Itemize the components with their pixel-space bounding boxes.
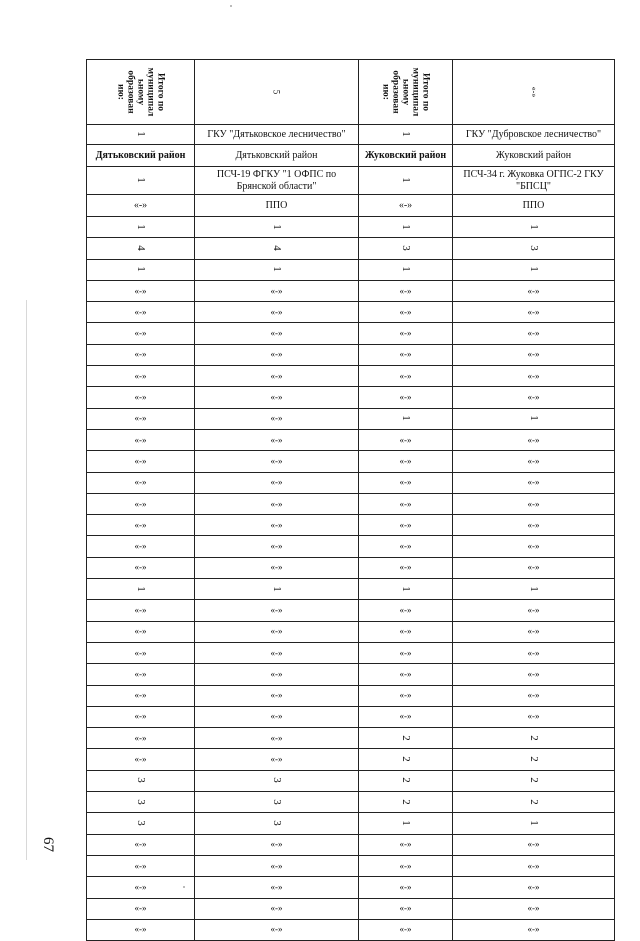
- table-row: [87, 706, 615, 727]
- table-cell: «-»: [87, 898, 195, 919]
- table-cell: «-»: [195, 323, 359, 344]
- table-cell: 1: [87, 259, 195, 280]
- table-cell: 1: [87, 167, 195, 195]
- table-cell: «-»: [87, 323, 195, 344]
- table-cell: «-»: [359, 685, 453, 706]
- table-cell: «-»: [359, 536, 453, 557]
- table-cell: Жуковский район: [453, 145, 615, 167]
- table-row: [87, 493, 615, 514]
- table-cell: 1: [359, 813, 453, 834]
- table-cell: 1: [195, 259, 359, 280]
- header-total-label: Итого по муниципал ьному образован ию:: [380, 67, 431, 116]
- table-cell: 1: [359, 217, 453, 238]
- table-cell: «-»: [195, 536, 359, 557]
- table-cell: «-»: [453, 280, 615, 301]
- table-cell: 2: [359, 728, 453, 749]
- table-cell: 2: [359, 792, 453, 813]
- table-cell: Дятьковский район: [195, 145, 359, 167]
- table-cell: «-»: [453, 536, 615, 557]
- table-cell: «-»: [453, 323, 615, 344]
- table-cell: «-»: [359, 600, 453, 621]
- table-cell: «-»: [359, 664, 453, 685]
- table-cell: «-»: [359, 366, 453, 387]
- table-cell: «-»: [195, 557, 359, 578]
- table-cell: «-»: [359, 515, 453, 536]
- table-cell: «-»: [453, 685, 615, 706]
- table-cell: «-»: [453, 429, 615, 450]
- table-cell: «-»: [87, 557, 195, 578]
- table-row: [87, 813, 615, 834]
- table-cell: «-»: [195, 919, 359, 940]
- table-cell: «-»: [453, 515, 615, 536]
- table-row: [87, 515, 615, 536]
- table-cell: 1: [359, 579, 453, 600]
- table-row: [87, 280, 615, 301]
- table-cell: «-»: [87, 621, 195, 642]
- table-row: [87, 302, 615, 323]
- table-cell: «-»: [195, 451, 359, 472]
- table-cell: «-»: [195, 706, 359, 727]
- table-cell: «-»: [87, 706, 195, 727]
- table-cell: «-»: [359, 472, 453, 493]
- table-cell: «-»: [359, 919, 453, 940]
- table-cell: 3: [195, 813, 359, 834]
- table-cell: «-»: [87, 685, 195, 706]
- table-row: [87, 429, 615, 450]
- table-cell: «-»: [87, 366, 195, 387]
- table-cell: 4: [195, 238, 359, 259]
- table-cell: «-»: [453, 493, 615, 514]
- table-cell: ППО: [195, 195, 359, 217]
- table-row: [87, 834, 615, 855]
- table-cell: «-»: [87, 664, 195, 685]
- table-cell: 1: [87, 125, 195, 145]
- table-row: [87, 898, 615, 919]
- table-cell: 3: [195, 792, 359, 813]
- table-row: [87, 685, 615, 706]
- table-cell: «-»: [195, 664, 359, 685]
- table-cell: «-»: [195, 877, 359, 898]
- table-cell: ПСЧ-19 ФГКУ "1 ОФПС по Брянской области": [195, 167, 359, 195]
- table-row: [87, 749, 615, 770]
- table-cell: «-»: [195, 280, 359, 301]
- table-row: [87, 600, 615, 621]
- table-row: [87, 579, 615, 600]
- table-cell: «-»: [195, 429, 359, 450]
- table-row: [87, 259, 615, 280]
- table-cell: «-»: [87, 429, 195, 450]
- table-cell: 1: [453, 813, 615, 834]
- data-table: [86, 59, 615, 941]
- table-cell: «-»: [87, 408, 195, 429]
- table-cell: «-»: [87, 472, 195, 493]
- table-row: [87, 344, 615, 365]
- table-cell: «-»: [453, 855, 615, 876]
- table-cell: «-»: [195, 302, 359, 323]
- table-cell: «-»: [87, 515, 195, 536]
- table-row: [87, 770, 615, 791]
- header-total-label: Итого по муниципал ьному образован ию:: [115, 67, 166, 116]
- table-cell: 2: [453, 728, 615, 749]
- table-cell: «-»: [359, 855, 453, 876]
- table-cell: «-»: [87, 919, 195, 940]
- table-cell: «-»: [87, 877, 195, 898]
- table-cell: ГКУ "Дубровское лесничество": [453, 125, 615, 145]
- table-cell: «-»: [87, 195, 195, 217]
- table-cell: «-»: [195, 366, 359, 387]
- table-cell: «-»: [195, 834, 359, 855]
- table-cell: «-»: [87, 728, 195, 749]
- table-cell: «-»: [453, 366, 615, 387]
- table-row: [87, 792, 615, 813]
- header-cell: [453, 60, 615, 125]
- table-cell: «-»: [195, 408, 359, 429]
- table-cell: Жуковский район: [359, 145, 453, 167]
- table-cell: «-»: [87, 387, 195, 408]
- table-cell: 1: [453, 408, 615, 429]
- table-cell: «-»: [359, 280, 453, 301]
- table-cell: «-»: [359, 898, 453, 919]
- table-cell: «-»: [195, 728, 359, 749]
- table-row: [87, 536, 615, 557]
- table-cell: «-»: [87, 600, 195, 621]
- table-cell: «-»: [87, 493, 195, 514]
- table-cell: «-»: [453, 706, 615, 727]
- table-cell: 3: [195, 770, 359, 791]
- table-row: [87, 919, 615, 940]
- table-cell: «-»: [359, 493, 453, 514]
- table-cell: «-»: [453, 472, 615, 493]
- table-cell: 1: [195, 217, 359, 238]
- table-cell: «-»: [453, 621, 615, 642]
- table-cell: «-»: [195, 898, 359, 919]
- header-cell: [359, 60, 453, 125]
- table-row: [87, 217, 615, 238]
- table-cell: «-»: [195, 515, 359, 536]
- table-cell: «-»: [453, 642, 615, 663]
- table-cell: «-»: [87, 642, 195, 663]
- ppo-row: [87, 195, 615, 217]
- table-cell: «-»: [195, 855, 359, 876]
- table-cell: «-»: [359, 344, 453, 365]
- table-cell: «-»: [453, 919, 615, 940]
- table-cell: «-»: [453, 898, 615, 919]
- table-cell: «-»: [453, 302, 615, 323]
- header-number: 5: [271, 89, 282, 94]
- table-cell: «-»: [87, 451, 195, 472]
- table-cell: ПСЧ-34 г. Жуковка ОГПС-2 ГКУ "БПСЦ": [453, 167, 615, 195]
- table-cell: ППО: [453, 195, 615, 217]
- table-cell: 2: [453, 749, 615, 770]
- table-cell: «-»: [87, 344, 195, 365]
- table-cell: «-»: [359, 323, 453, 344]
- table-cell: «-»: [359, 557, 453, 578]
- table-cell: 1: [359, 408, 453, 429]
- unit-row: [87, 167, 615, 195]
- header-cell: [87, 60, 195, 125]
- table-cell: 3: [453, 238, 615, 259]
- table-cell: «-»: [359, 195, 453, 217]
- table-cell: 1: [87, 579, 195, 600]
- table-cell: «-»: [359, 429, 453, 450]
- table-cell: «-»: [359, 834, 453, 855]
- table-cell: «-»: [87, 855, 195, 876]
- header-cell: [195, 60, 359, 125]
- table-cell: «-»: [195, 344, 359, 365]
- table-cell: 3: [87, 770, 195, 791]
- table-cell: 1: [195, 579, 359, 600]
- table-cell: 1: [359, 125, 453, 145]
- table-cell: 2: [453, 792, 615, 813]
- table-cell: «-»: [453, 877, 615, 898]
- table-cell: «-»: [453, 664, 615, 685]
- district-row: [87, 145, 615, 167]
- org-row: [87, 125, 615, 145]
- table-cell: «-»: [195, 493, 359, 514]
- table-cell: «-»: [359, 387, 453, 408]
- table-cell: 1: [87, 217, 195, 238]
- table-cell: «-»: [359, 642, 453, 663]
- table-row: [87, 366, 615, 387]
- table-row: [87, 238, 615, 259]
- table-cell: «-»: [453, 834, 615, 855]
- table-cell: «-»: [359, 302, 453, 323]
- table-cell: «-»: [87, 536, 195, 557]
- table-cell: «-»: [195, 685, 359, 706]
- table-row: [87, 621, 615, 642]
- table-cell: «-»: [453, 557, 615, 578]
- table-cell: «-»: [359, 877, 453, 898]
- table-row: [87, 323, 615, 344]
- table-cell: «-»: [453, 600, 615, 621]
- table-cell: 2: [359, 749, 453, 770]
- table-cell: «-»: [195, 472, 359, 493]
- table-row: [87, 664, 615, 685]
- table-cell: Дятьковский район: [87, 145, 195, 167]
- table-row: [87, 387, 615, 408]
- page-number: 67: [40, 837, 56, 852]
- table-cell: 3: [359, 238, 453, 259]
- table-cell: 1: [359, 167, 453, 195]
- table-cell: «-»: [87, 302, 195, 323]
- table-cell: 4: [87, 238, 195, 259]
- table-row: [87, 877, 615, 898]
- table-cell: 1: [453, 259, 615, 280]
- table-cell: «-»: [195, 600, 359, 621]
- table-cell: 1: [453, 217, 615, 238]
- table-cell: «-»: [87, 749, 195, 770]
- table-cell: 2: [359, 770, 453, 791]
- table-cell: «-»: [195, 642, 359, 663]
- table-cell: «-»: [453, 451, 615, 472]
- table-cell: «-»: [195, 387, 359, 408]
- table-cell: «-»: [453, 387, 615, 408]
- table-cell: «-»: [195, 749, 359, 770]
- table-cell: «-»: [359, 706, 453, 727]
- table-cell: «-»: [359, 621, 453, 642]
- header-dash: «-»: [529, 86, 539, 98]
- scan-speck: [230, 5, 232, 7]
- table-cell: «-»: [87, 834, 195, 855]
- table-cell: ГКУ "Дятьковское лесничество": [195, 125, 359, 145]
- table-cell: 2: [453, 770, 615, 791]
- table-cell: 1: [359, 259, 453, 280]
- table-row: [87, 728, 615, 749]
- table-cell: «-»: [359, 451, 453, 472]
- scan-edge-line: [26, 300, 27, 860]
- table-row: [87, 451, 615, 472]
- table-row: [87, 557, 615, 578]
- table-row: [87, 472, 615, 493]
- table-cell: «-»: [195, 621, 359, 642]
- table-row: [87, 642, 615, 663]
- table-row: [87, 855, 615, 876]
- table-cell: 1: [453, 579, 615, 600]
- table-cell: 3: [87, 813, 195, 834]
- table-cell: «-»: [453, 344, 615, 365]
- table-cell: «-»: [87, 280, 195, 301]
- table-cell: 3: [87, 792, 195, 813]
- header-row: [87, 60, 615, 125]
- table-row: [87, 408, 615, 429]
